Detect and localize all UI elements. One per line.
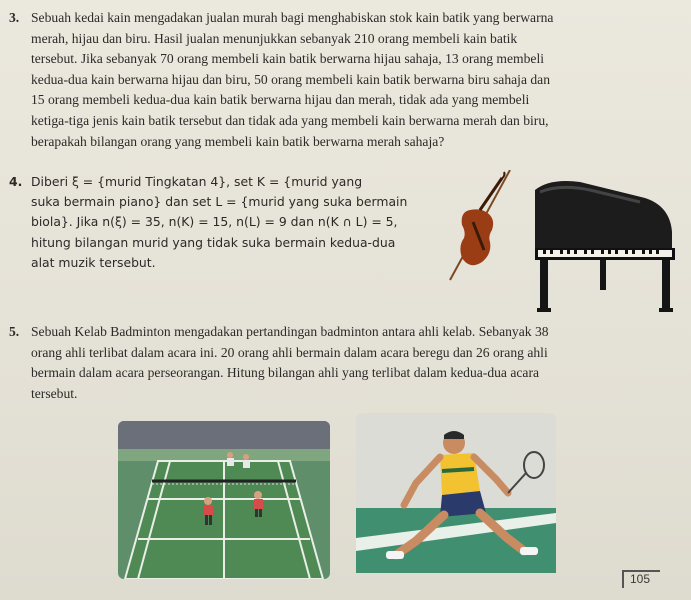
question-line: alat muzik tersebut.	[31, 254, 156, 270]
question-line: 15 orang membeli kedua-dua kain batik berwarna hijau dan merah, tidak ada yang membeli	[31, 92, 530, 108]
question-line: Sebuah Kelab Badminton mengadakan pertandingan badminton antara ahli kelab. Sebanyak 38	[31, 324, 549, 339]
page-number: 105	[622, 568, 662, 590]
violin-piano-illustration	[440, 170, 680, 320]
violin-icon	[450, 170, 510, 280]
question-text	[31, 172, 407, 273]
question-line: Sebuah kedai kain mengadakan jualan murah bagi menghabiskan stok kain batik yang berwarna	[31, 10, 554, 25]
question-4	[9, 172, 439, 282]
question-line: biola}. Jika n(ξ) = 35, n(K) = 15, n(L) = 9 dan n(K ∩ L) = 5,	[31, 214, 398, 230]
question-number: 3.	[9, 10, 20, 25]
grand-piano-icon	[535, 181, 675, 312]
question-line: tersebut. Jika sebanyak 70 orang membeli kain batik berwarna hijau sahaja, 13 orang membeli	[31, 51, 544, 67]
question-line: suka bermain piano} dan set L = {murid yang suka bermain	[31, 194, 408, 210]
question-line: kedua-dua kain berwarna hijau dan biru, 50 orang membeli kain batik berwarna biru sahaja dan	[31, 71, 551, 87]
question-line: ketiga-tiga jenis kain batik tersebut dan tidak ada yang membeli kain berwarna merah dan biru,	[31, 112, 549, 128]
question-text	[31, 8, 553, 152]
question-line: bermain dalam acara perseorangan. Hitung bilangan ahli yang terlibat dalam kedua-dua acara	[31, 365, 540, 381]
badminton-player-photo	[356, 413, 556, 573]
question-5	[9, 322, 679, 412]
question-text	[31, 322, 549, 404]
question-line: Diberi ξ = {murid Tingkatan 4}, set K = {murid yang	[31, 174, 363, 189]
question-3	[9, 8, 679, 158]
question-line: berapakah bilangan orang yang membeli kain batik berwarna merah sahaja?	[31, 133, 445, 149]
question-line: orang ahli terlibat dalam acara ini. 20 orang ahli bermain dalam acara beregu dan 26 orang ahli	[31, 344, 548, 360]
question-number: 5.	[9, 324, 20, 339]
question-line: hitung bilangan murid yang tidak suka bermain kedua-dua	[31, 234, 396, 250]
question-number: 4.	[9, 174, 23, 189]
question-line: merah, hijau dan biru. Hasil jualan menunjukkan sebanyak 210 orang membeli kain batik	[31, 30, 518, 46]
badminton-court-photo	[118, 421, 330, 579]
question-line: tersebut.	[31, 385, 78, 401]
